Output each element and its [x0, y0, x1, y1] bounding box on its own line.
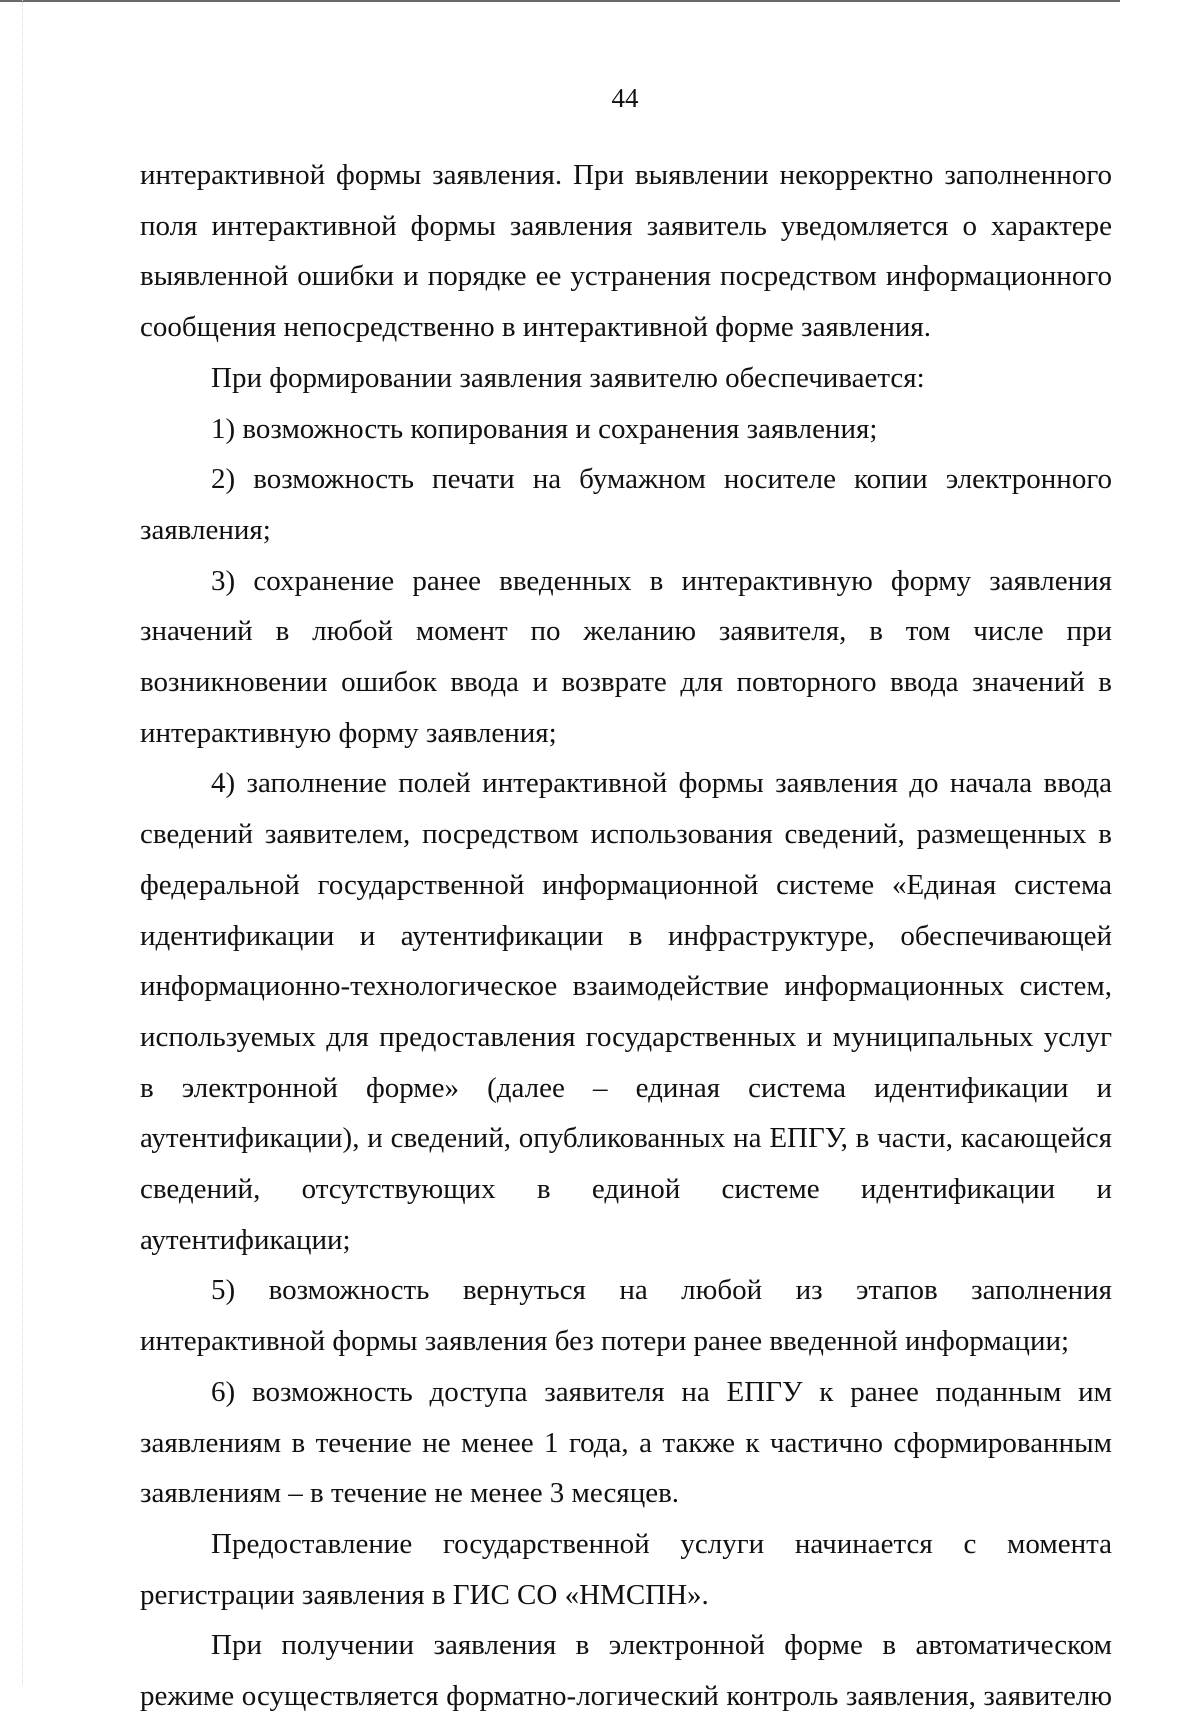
- list-item-3: 3) сохранение ранее введенных в интерактивную форму заявления значений в любой момент по желанию заявителя, в том числе при возникновении ошибок ввода и возврате для повторного ввода значений в интерактивную форму заявления;: [140, 564, 1112, 749]
- paragraph-continuation: интерактивной формы заявления. При выявлении некорректно заполненного поля интерактивной формы заявления заявитель уведомляется о характере выявленной ошибки и порядке ее устранения посредством информационного сообщения непосредственно в интерактивной форме заявления.: [140, 159, 1112, 344]
- paragraph-format-control: При получении заявления в электронной форме в автоматическом режиме осуществляется форматно-логический контроль заявления, заявителю: [140, 1629, 1112, 1713]
- list-item-6: 6) возможность доступа заявителя на ЕПГУ к ранее поданным им заявлениям в течение не менее 1 года, а также к частично сформированным заявлениям – в течение не менее 3 месяцев.: [140, 1375, 1112, 1510]
- list-item-1: 1) возможность копирования и сохранения заявления;: [211, 412, 878, 445]
- page-number: 44: [611, 83, 639, 113]
- document-body: [140, 150, 1112, 1722]
- list-item-2: 2) возможность печати на бумажном носителе копии электронного заявления;: [140, 463, 1112, 546]
- list-item-4: 4) заполнение полей интерактивной формы заявления до начала ввода сведений заявителем, посредством использования сведений, размещенных в федеральной государственной информационной системе «Единая система идентификации и аутентификации в инфраструктуре, обеспечивающей информационно-технологическое взаимодействие информационных систем, используемых для предоставления государственных и муниципальных услуг в электронной форме» (далее – единая система идентификации и аутентификации), и сведений, опубликованных на ЕПГУ, в части, касающейся сведений, отсутствующих в единой системе идентификации и аутентификации;: [140, 767, 1112, 1256]
- page-top-border: [0, 0, 1120, 2]
- scan-edge-mark: [22, 0, 24, 1685]
- list-item-5: 5) возможность вернуться на любой из этапов заполнения интерактивной формы заявления без потери ранее введенной информации;: [140, 1274, 1112, 1358]
- paragraph-service-start: Предоставление государственной услуги начинается с момента регистрации заявления в ГИС СО «НМСПН».: [140, 1527, 1112, 1611]
- paragraph-list-intro: При формировании заявления заявителю обеспечивается:: [211, 361, 925, 394]
